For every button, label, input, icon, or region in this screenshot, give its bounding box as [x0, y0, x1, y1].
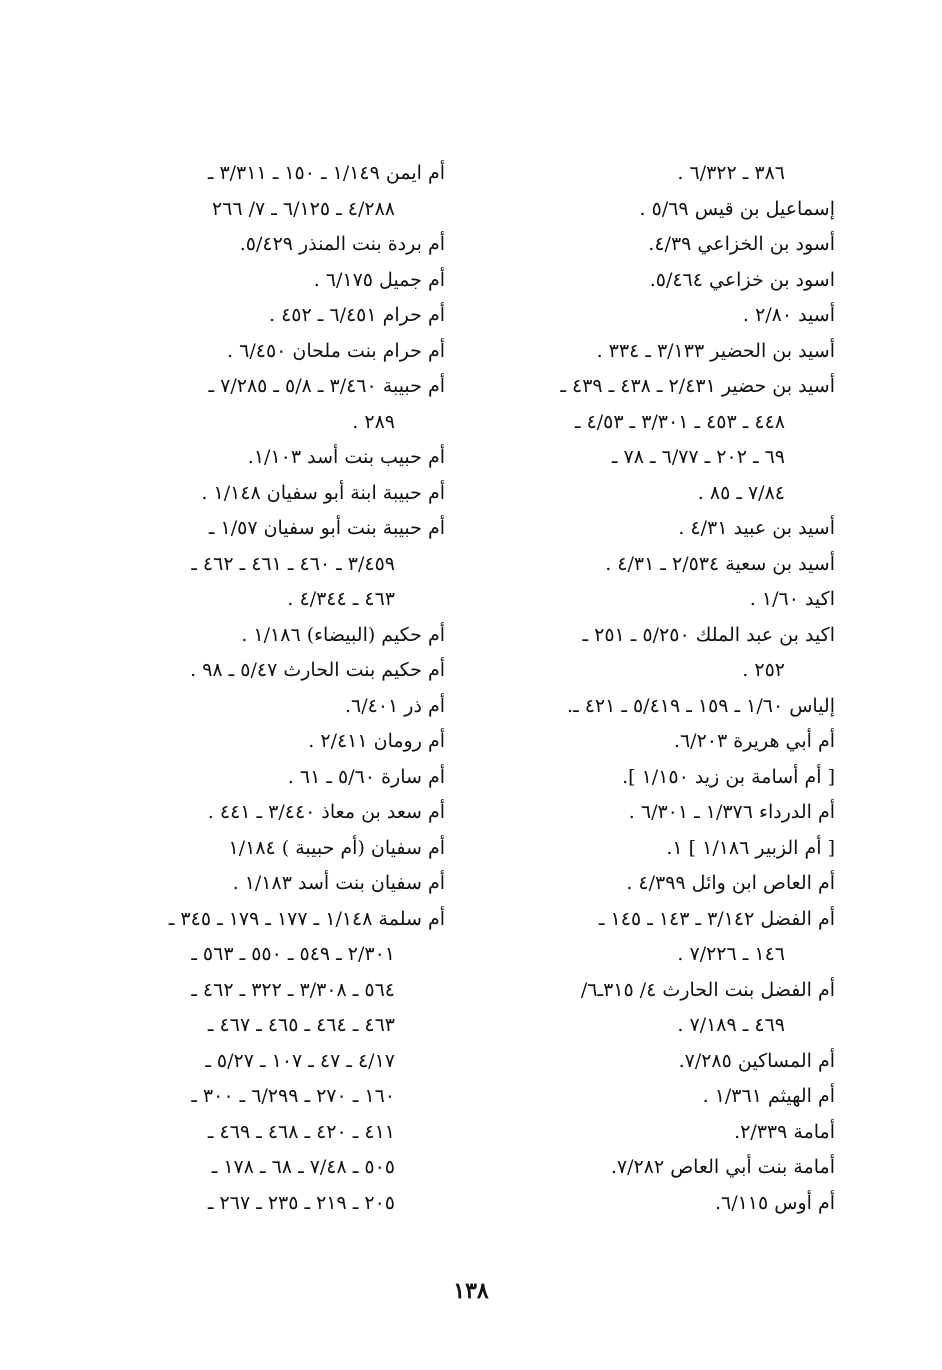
index-entry-line: اكيد بن عبد الملك ٥/٢٥٠ ـ ٢٥١ ـ	[582, 623, 835, 646]
index-entry-line: أم سفيان بنت أسد ١/١٨٣ .	[232, 872, 445, 894]
index-entry-line: أم حبيب بنت أسد ١/١٠٣.	[247, 446, 445, 468]
index-entry-line: ٤٦٩ ـ ٧/١٨٩ .	[677, 1014, 785, 1036]
index-entry-line: أم سعد بن معاذ ٣/٤٤٠ ـ ٤٤١ .	[207, 801, 445, 823]
index-column-left	[100, 156, 445, 1221]
index-entry-line: ٣/٤٥٩ ـ ٤٦٠ ـ ٤٦١ ـ ٤٦٢ ـ	[191, 552, 395, 575]
index-entry-line: ٢/٣٠١ ـ ٥٤٩ ـ ٥٥٠ ـ ٥٦٣ ـ	[191, 943, 395, 965]
index-entry-line: ٤٦٣ ـ ٤٦٤ ـ ٤٦٥ ـ ٤٦٧ ـ	[207, 1014, 395, 1036]
index-entry-line: أم جميل ٦/١٧٥ .	[313, 268, 445, 291]
index-entry-line: أم حرام بنت ملحان ٦/٤٥٠ .	[227, 339, 445, 362]
index-entry-line: إسماعيل بن قيس ٥/٦٩ .	[639, 197, 835, 220]
index-entry-line: أم حكيم بنت الحارث ٥/٤٧ ـ ٩٨ .	[190, 659, 445, 681]
index-entry-line: ٥٠٥ ـ ٧/٤٨ ـ ٦٨ ـ ١٧٨ ـ	[211, 1156, 395, 1178]
index-entry-line: ٣٨٦ ـ ٦/٣٢٢ .	[677, 162, 785, 184]
index-entry-line: أم أبي هريرة ٦/٢٠٣.	[673, 730, 835, 752]
index-entry-line: أم رومان ٢/٤١١ .	[308, 730, 445, 752]
index-entry-line: أم حبيبة ابنة أبو سفيان ١/١٤٨ .	[201, 481, 445, 504]
index-entry-line: أم حكيم (البيضاء) ١/١٨٦ .	[241, 623, 445, 646]
index-entry-line: ١٦٠ ـ ٢٧٠ ـ ٦/٢٩٩ ـ ٣٠٠ ـ	[191, 1085, 395, 1107]
index-entry-line: أم ذر ٦/٤٠١.	[344, 694, 445, 717]
index-entry-line: ٢٥٢ .	[742, 659, 785, 681]
index-entry-line: أسيد بن حضير ٢/٤٣١ ـ ٤٣٨ ـ ٤٣٩ ـ	[560, 375, 835, 397]
index-column-right	[490, 156, 835, 1221]
index-entry-line: أسيد ٢/٨٠ .	[742, 304, 835, 326]
index-entry-line: أم الهيثم ١/٣٦١ .	[702, 1085, 835, 1107]
index-entry-line: أمامة ٢/٣٣٩.	[734, 1120, 835, 1143]
index-entry-line: أم حبيبة بنت أبو سفيان ١/٥٧ ـ	[208, 517, 445, 539]
page-number: ١٣٨	[453, 1278, 489, 1304]
index-entry-line: [ أم أسامة بن زيد ١/١٥٠ ].	[622, 765, 835, 788]
index-entry-line: اكيد ١/٦٠ .	[749, 588, 835, 610]
index-entry-line: ٤٤٨ ـ ٤٥٣ ـ ٣/٣٠١ ـ ٤/٥٣ ـ	[574, 410, 785, 433]
index-entry-line: أم المساكين ٧/٢٨٥.	[678, 1049, 835, 1072]
index-entry-line: اسود بن خزاعي ٥/٤٦٤.	[649, 268, 835, 291]
index-entry-line: إلياس ١/٦٠ ـ ١٥٩ ـ ٥/٤١٩ ـ ٤٢١ ـ.	[567, 694, 835, 717]
index-entry-line: [ أم الزبير ١/١٨٦ ] ١.	[666, 836, 835, 859]
index-entry-line: ٧/٨٤ ـ ٨٥ .	[697, 481, 785, 504]
index-entry-line: ٤٦٣ ـ ٤/٣٤٤ .	[287, 588, 395, 610]
index-entry-line: أم الفضل ٣/١٤٢ ـ ١٤٣ ـ ١٤٥ ـ	[598, 907, 835, 930]
index-entry-line: ١٤٦ ـ ٧/٢٢٦ .	[677, 943, 785, 965]
index-entry-line: أم سلمة ١/١٤٨ ـ ١٧٧ ـ ١٧٩ ـ ٣٤٥ ـ	[168, 907, 445, 930]
index-entry-line: أم حرام ٦/٤٥١ ـ ٤٥٢ .	[268, 304, 445, 326]
index-entry-line: أم الدرداء ١/٣٧٦ ـ ٦/٣٠١ .	[628, 801, 835, 823]
index-entry-line: أسود بن الخزاعي ٤/٣٩.	[648, 233, 835, 255]
index-entry-line: أم الفضل بنت الحارث ٤/ ٣١٥ـ٦/	[580, 978, 835, 1001]
index-entry-line: ٤١١ ـ ٤٢٠ ـ ٤٦٨ ـ ٤٦٩ ـ	[207, 1120, 395, 1143]
index-entry-line: أم ايمن ١/١٤٩ ـ ١٥٠ ـ ٣/٣١١ ـ	[207, 162, 445, 184]
index-entry-line: ٢٠٥ ـ ٢١٩ ـ ٢٣٥ ـ ٢٦٧ ـ	[207, 1191, 395, 1214]
index-entry-line: أم العاص ابن وائل ٤/٣٩٩ .	[626, 872, 835, 894]
index-entry-line: أسيد بن سعية ٢/٥٣٤ ـ ٤/٣١ .	[605, 552, 835, 575]
index-entry-line: أم أوس ٦/١١٥.	[714, 1191, 835, 1214]
index-entry-line: أم بردة بنت المنذر ٥/٤٢٩.	[239, 233, 445, 255]
index-entry-line: ٤/١٧ ـ ٤٧ ـ ١٠٧ ـ ٥/٢٧ ـ	[205, 1049, 395, 1072]
index-entry-line: ٤/٢٨٨ ـ ٦/١٢٥ ـ ٧/ ٢٦٦	[211, 197, 395, 220]
index-entry-line: ٢٨٩ .	[352, 410, 395, 433]
index-entry-line: أم سفيان (أم حبيبة ) ١/١٨٤	[228, 836, 445, 859]
index-entry-line: ٦٩ ـ ٢٠٢ ـ ٦/٧٧ ـ ٧٨ ـ	[611, 446, 785, 468]
index-entry-line: أمامة بنت أبي العاص ٧/٢٨٢.	[610, 1156, 835, 1178]
index-entry-line: أم حبيبة ٣/٤٦٠ ـ ٥/٨ ـ ٧/٢٨٥ ـ	[208, 375, 445, 397]
index-entry-line: أسيد بن عبيد ٤/٣١ .	[678, 517, 835, 539]
index-entry-line: أم سارة ٥/٦٠ ـ ٦١ .	[287, 765, 445, 788]
index-entry-line: أسيد بن الحضير ٣/١٣٣ ـ ٣٣٤ .	[596, 339, 835, 362]
index-entry-line: ٥٦٤ ـ ٣/٣٠٨ ـ ٣٢٢ ـ ٤٦٢ ـ	[191, 978, 395, 1001]
